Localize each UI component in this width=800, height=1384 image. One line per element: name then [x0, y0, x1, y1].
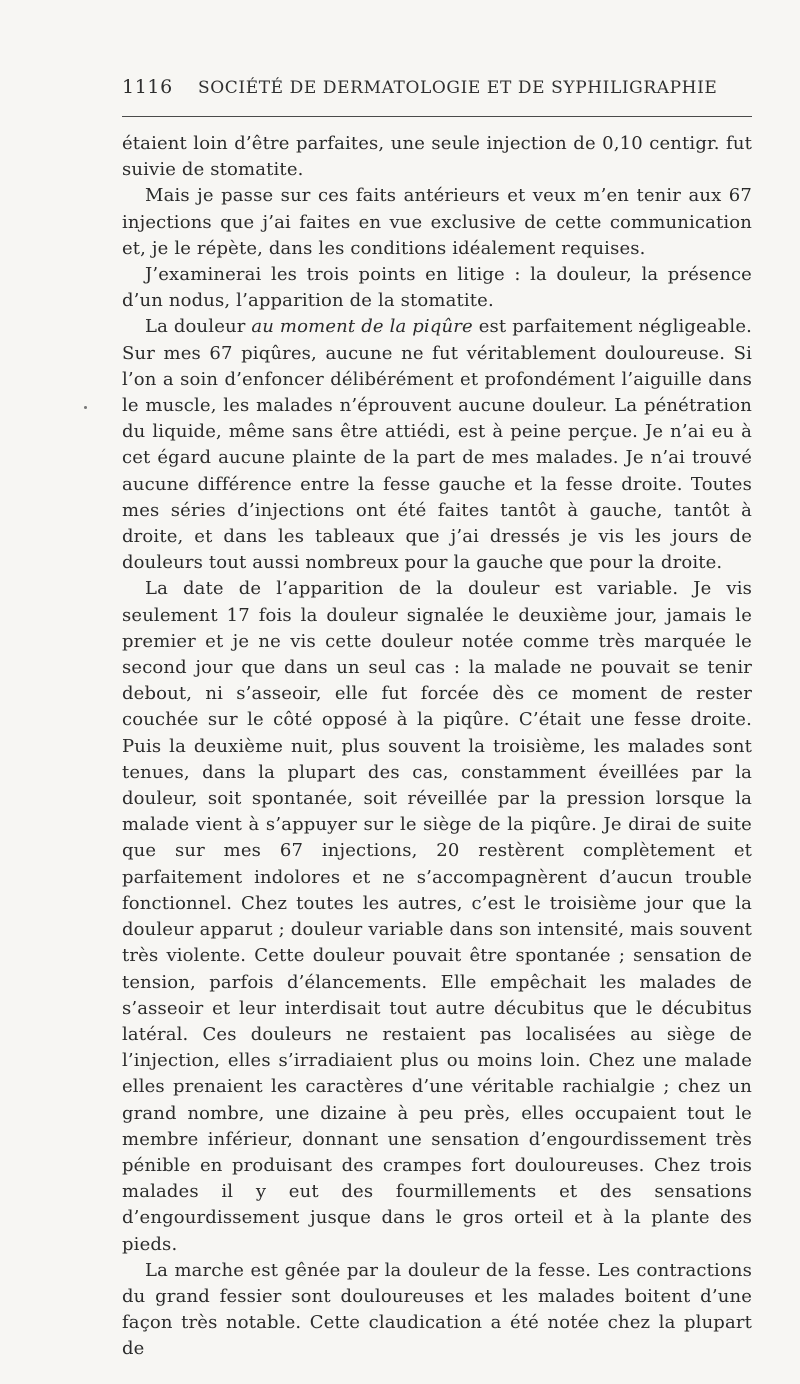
paragraph-4-rest: est parfaitement négligeable. Sur mes 67 piqûres, aucune ne fut véritablement douloureuse. Si l’on a soin d’enfoncer délibérément et profondément l’aiguille dans le muscle, les malades n’éprouvent aucune douleur. La pénétration du liquide, même sans être attiédi, est à peine perçue. Je n’ai eu à cet égard aucune plainte de la part de mes malades. Je n’ai trouvé aucune différence entre la fesse gauche et la fesse droite. Toutes mes séries d’injections ont été faites tantôt à gauche, tantôt à droite, et dans les tableaux que j’ai dressés je vis les jours de douleurs tout aussi nombreux pour la gauche que pour la droite. [122, 316, 752, 574]
running-head [122, 76, 752, 104]
header-rule [122, 116, 752, 117]
margin-mark [84, 406, 87, 409]
journal-title: SOCIÉTÉ DE DERMATOLOGIE ET DE SYPHILIGRAPHIE [198, 78, 718, 98]
paragraph-6: La marche est gênée par la douleur de la fesse. Les contractions du grand fessier sont douloureuses et les malades boitent d’une façon très notable. Cette claudication a été notée chez la plupart de [122, 1259, 752, 1360]
paragraph-4-start: La douleur [145, 316, 252, 338]
paragraph-4 [122, 314, 752, 576]
paragraph-4-emphasis: au moment de la piqûre [251, 316, 473, 338]
paragraph-3: J’examinerai les trois points en litige : la douleur, la présence d’un nodus, l’apparition de la stomatite. [122, 264, 752, 312]
body-text [122, 131, 752, 1363]
page-number: 1116 [122, 76, 173, 98]
paragraph-1: étaient loin d’être parfaites, une seule injection de 0,10 centigr. fut suivie de stomatite. [122, 133, 752, 181]
paragraph-5: La date de l’apparition de la douleur est variable. Je vis seulement 17 fois la douleur signalée le deuxième jour, jamais le premier et je ne vis cette douleur notée comme très marquée le second jour que dans un seul cas : la malade ne pouvait se tenir debout, ni s’asseoir, elle fut forcée dès ce moment de rester couchée sur le côté opposé à la piqûre. C’était une fesse droite. Puis la deuxième nuit, plus souvent la troisième, les malades sont tenues, dans la plupart des cas, constamment éveillées par la douleur, soit spontanée, soit réveillée par la pression lorsque la malade vient à s’appuyer sur le siège de la piqûre. Je dirai de suite que sur mes 67 injections, 20 restèrent complètement et parfaitement indolores et ne s’accompagnèrent d’aucun trouble fonctionnel. Chez toutes les autres, c’est le troisième jour que la douleur apparut ; douleur variable dans son intensité, mais souvent très violente. Cette douleur pouvait être spontanée ; sensation de tension, parfois d’élancements. Elle empêchait les malades de s’asseoir et leur interdisait tout autre décubitus que le décubitus latéral. Ces douleurs ne restaient pas localisées au siège de l’injection, elles s’irradiaient plus ou moins loin. Chez une malade elles prenaient les caractères d’une véritable rachialgie ; chez un grand nombre, une dizaine à peu près, elles occupaient tout le membre inférieur, donnant une sensation d’engourdissement très pénible en produisant des crampes fort douloureuses. Chez trois malades il y eut des fourmillements et des sensations d’engourdissement jusque dans le gros orteil et à la plante des pieds. [122, 578, 752, 1255]
paragraph-2: Mais je passe sur ces faits antérieurs et veux m’en tenir aux 67 injections que j’ai faites en vue exclusive de cette communication et, je le répète, dans les conditions idéalement requises. [122, 185, 752, 259]
